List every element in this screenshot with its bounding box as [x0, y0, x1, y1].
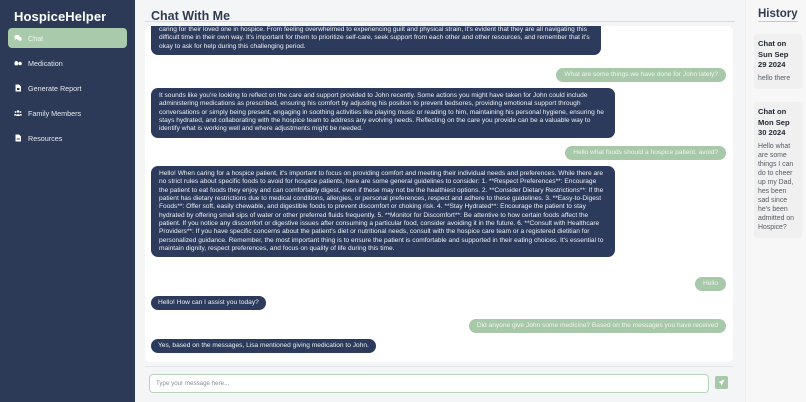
- sidebar-item-label: Family Members: [28, 108, 82, 118]
- bot-message: It sounds like you're looking to reflect on the care and support provided to John recently. Some actions you might have taken for John could include administering medications as prescribed, ensuring his comfort by adjusting his position to prevent bedsores, providing emotional support through conversations or simply being present, engaging in soothing activities like playing music or reading to him, maintaining his personal hygiene, ensuring he stays hydrated, and collaborating with the hospice team to address any evolving needs. Reflecting on the care you provide can be a valuable way to identify what is working well and where adjustments might be needed.: [151, 88, 615, 138]
- paper-plane-icon: [718, 379, 725, 386]
- bot-message: caring for their loved one in hospice. From feeling overwhelmed to experiencing guilt and physical strain, it's evident that they are all navigating this difficult time in their own way. It's important for them to prioritize self-care, seek support from each other and other resources, and remember that it's okay to ask for help during this challenging period.: [151, 26, 601, 55]
- sidebar-item-medication[interactable]: [8, 53, 127, 73]
- sidebar-item-chat[interactable]: [8, 28, 127, 48]
- sidebar-item-label: Chat: [28, 33, 44, 43]
- history-title: History: [758, 8, 798, 20]
- app-logo-title: HospiceHelper: [14, 9, 107, 24]
- bot-message: Hello! When caring for a hospice patient, it's important to focus on providing comfort and meeting their individual needs and preferences. While there are no strict rules about specific foods to avoid for hospice patients, here are some general guidelines to consider: 1. **Respect Preferences**: Encourage the patient to eat foods they enjoy and can comfortably digest, even if these may not be the healthiest options. 2. **Consider Dietary Restrictions**: If the patient has dietary restrictions due to medical conditions, allergies, or personal preferences, respect and adhere to these guidelines. 3. **Easy-to-Digest Foods**: Offer soft, easily chewable, and digestible foods to prevent discomfort or choking risk. 4. **Stay Hydrated**: Encourage the patient to stay hydrated by offering small sips of water or other preferred fluids frequently. 5. **Monitor for Discomfort**: Be attentive to how certain foods affect the patient. If you notice any discomfort or digestive issues after consuming a particular food, consider avoiding it in the future. 6. **Consult with Healthcare Providers**: If you have specific concerns about the patient's diet or nutritional needs, consult with the hospice care team or a registered dietitian for personalized guidance. Remember, the most important thing is to ensure the patient is comfortable and supported in their eating choices. It's essential to maintain dignity, respect preferences, and focus on quality of life during this time.: [151, 166, 615, 257]
- file-report-icon: [13, 83, 23, 93]
- composer-divider: [145, 366, 733, 367]
- sidebar-item-label: Resources: [28, 133, 63, 143]
- page-title: Chat With Me: [151, 9, 231, 23]
- sidebar-item-family-members[interactable]: [8, 103, 127, 123]
- user-message: Hello what foods should a hospice patient. avoid?: [565, 146, 726, 160]
- history-item-preview: hello there: [758, 74, 791, 82]
- history-item-preview: Hello what are some things I can do to cheer up my Dad, hes been sad since he's been admitted on Hospice?: [758, 142, 795, 231]
- users-icon: [13, 108, 23, 118]
- message-input[interactable]: [149, 374, 709, 393]
- bot-message: Yes, based on the messages, Lisa mentioned giving medication to John.: [151, 339, 376, 353]
- sidebar-item-label: Medication: [28, 58, 63, 68]
- history-item[interactable]: [754, 102, 802, 238]
- user-message: Did anyone give John some medicine? Based on the messages you have received: [469, 319, 726, 333]
- sidebar-item-label: Generate Report: [28, 83, 82, 93]
- sidebar-item-generate-report[interactable]: [8, 78, 127, 98]
- comments-icon: [13, 33, 23, 43]
- pills-icon: [13, 58, 23, 68]
- history-item-heading: Chat on Sun Sep 29 2024: [758, 39, 789, 69]
- user-message: What are some things we have done for John lately?: [556, 68, 726, 82]
- user-message: Hello: [695, 277, 726, 291]
- history-item[interactable]: [754, 34, 802, 89]
- title-divider: [145, 21, 735, 22]
- bot-message: Hello! How can I assist you today?: [151, 296, 266, 310]
- history-panel: [745, 0, 806, 402]
- sidebar-nav: [0, 28, 135, 148]
- history-item-heading: Chat on Mon Sep 30 2024: [758, 107, 790, 137]
- sidebar: [0, 0, 135, 402]
- chat-panel: [135, 0, 745, 402]
- sidebar-item-resources[interactable]: [8, 128, 127, 148]
- file-alt-icon: [13, 133, 23, 143]
- message-list[interactable]: [145, 26, 733, 362]
- send-button[interactable]: [715, 376, 728, 389]
